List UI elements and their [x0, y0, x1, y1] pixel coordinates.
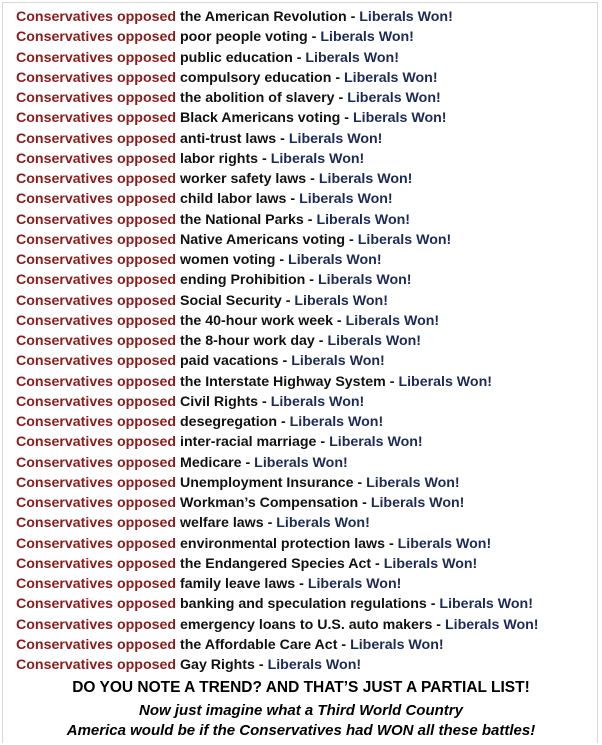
separator-dash: - — [285, 292, 291, 309]
policy-text: the Affordable Care Act — [180, 636, 338, 653]
subject-text: Conservatives opposed — [16, 9, 177, 25]
policy-text: environmental protection laws — [180, 535, 385, 552]
separator-dash: - — [375, 555, 380, 572]
separator-dash: - — [309, 272, 315, 289]
list-item — [16, 655, 539, 675]
list-item — [16, 270, 539, 290]
policy-text: welfare laws — [180, 515, 264, 532]
subject-text: Conservatives opposed — [16, 535, 177, 552]
list-item — [16, 574, 539, 594]
separator-dash: - — [350, 9, 356, 25]
outcome-text: Liberals Won! — [254, 454, 348, 471]
outcome-text: Liberals Won! — [398, 373, 492, 390]
list-item — [16, 88, 539, 108]
list-item — [16, 412, 539, 432]
separator-dash: - — [338, 90, 344, 106]
outcome-text: Liberals Won! — [320, 29, 414, 46]
policy-text: labor rights — [180, 150, 259, 167]
subject-text: Conservatives opposed — [16, 616, 177, 633]
outcome-text: Liberals Won! — [344, 69, 438, 86]
subject-text: Conservatives opposed — [16, 636, 177, 653]
policy-text: Black Americans voting — [180, 110, 341, 127]
subject-text: Conservatives opposed — [16, 211, 177, 228]
list-item — [16, 534, 539, 554]
subject-text: Conservatives opposed — [16, 393, 177, 410]
policy-text: Social Security — [180, 292, 282, 309]
outcome-text: Liberals Won! — [276, 515, 370, 532]
subject-text: Conservatives opposed — [16, 272, 177, 289]
list-item — [16, 554, 539, 574]
outcome-text: Liberals Won! — [291, 353, 385, 370]
outcome-text: Liberals Won! — [329, 434, 423, 451]
outcome-text: Liberals Won! — [352, 110, 447, 127]
separator-dash: - — [282, 353, 288, 370]
policy-text: worker safety laws — [180, 171, 307, 187]
separator-dash: - — [310, 171, 315, 187]
policy-text: banking and speculation regulations — [180, 596, 427, 613]
outcome-text: Liberals Won! — [345, 312, 440, 329]
outcome-text: Liberals Won! — [307, 576, 402, 592]
outcome-text: Liberals Won! — [267, 657, 362, 673]
subject-text: Conservatives opposed — [16, 231, 177, 248]
outcome-text: Liberals Won! — [289, 414, 384, 430]
policy-text: paid vacations — [180, 353, 279, 370]
policy-text: the Interstate Highway System — [180, 373, 386, 390]
list-item — [16, 594, 539, 614]
outcome-text: Liberals Won! — [270, 393, 365, 410]
separator-dash: - — [296, 49, 302, 66]
separator-dash: - — [320, 434, 326, 451]
policy-text: Native Americans voting — [180, 231, 346, 248]
outcome-text: Liberals Won! — [288, 130, 383, 147]
subject-text: Conservatives opposed — [16, 657, 177, 673]
outcome-text: Liberals Won! — [270, 150, 365, 167]
policy-text: Workman’s Compensation — [180, 495, 359, 511]
separator-dash: - — [389, 373, 395, 390]
outcome-text: Liberals Won! — [317, 272, 412, 289]
policy-text: family leave laws — [180, 576, 296, 592]
outcome-text: Liberals Won! — [350, 636, 444, 653]
subject-text: Conservatives opposed — [16, 90, 177, 106]
separator-dash: - — [290, 191, 296, 208]
list-item — [16, 392, 539, 412]
policy-text: the American Revolution — [180, 9, 347, 25]
list-item — [16, 169, 539, 189]
outcome-text: Liberals Won! — [305, 49, 399, 66]
outcome-text: Liberals Won! — [294, 292, 388, 309]
subject-text: Conservatives opposed — [16, 414, 177, 430]
outcome-text: Liberals Won! — [318, 171, 413, 187]
policy-text: Civil Rights — [180, 393, 259, 410]
policy-text: women voting — [180, 252, 276, 268]
separator-dash: - — [362, 495, 367, 511]
opposition-list — [16, 7, 539, 675]
list-item — [16, 230, 539, 250]
subject-text: Conservatives opposed — [16, 333, 177, 349]
list-item — [16, 27, 539, 47]
policy-text: anti-trust laws — [180, 130, 277, 147]
subject-text: Conservatives opposed — [16, 555, 177, 572]
policy-text: the National Parks — [180, 211, 304, 228]
footer-line-3: America would be if the Conservatives had WON all these battles! — [66, 722, 536, 739]
outcome-text: Liberals Won! — [366, 474, 460, 491]
list-item — [16, 372, 539, 392]
subject-text: Conservatives opposed — [16, 110, 177, 127]
subject-text: Conservatives opposed — [16, 292, 177, 309]
separator-dash: - — [279, 252, 285, 268]
outcome-text: Liberals Won! — [316, 211, 410, 228]
separator-dash: - — [307, 211, 313, 228]
outcome-text: Liberals Won! — [359, 9, 453, 25]
list-item — [16, 493, 539, 513]
policy-text: emergency loans to U.S. auto makers — [180, 616, 433, 633]
separator-dash: - — [280, 414, 286, 430]
separator-dash: - — [336, 312, 342, 329]
subject-text: Conservatives opposed — [16, 495, 177, 511]
footer-line-2: Now just imagine what a Third World Country — [139, 702, 463, 719]
subject-text: Conservatives opposed — [16, 150, 177, 167]
list-item — [16, 351, 539, 371]
subject-text: Conservatives opposed — [16, 29, 177, 46]
list-item — [16, 129, 539, 149]
subject-text: Conservatives opposed — [16, 454, 177, 471]
separator-dash: - — [349, 231, 354, 248]
list-item — [16, 250, 539, 270]
subject-text: Conservatives opposed — [16, 252, 177, 268]
list-item — [16, 473, 539, 493]
outcome-text: Liberals Won! — [327, 333, 422, 349]
separator-dash: - — [258, 657, 264, 673]
separator-dash: - — [299, 576, 304, 592]
separator-dash: - — [245, 454, 251, 471]
list-item — [16, 189, 539, 209]
subject-text: Conservatives opposed — [16, 596, 177, 613]
subject-text: Conservatives opposed — [16, 130, 177, 147]
list-item — [16, 311, 539, 331]
subject-text: Conservatives opposed — [16, 49, 177, 66]
separator-dash: - — [335, 69, 341, 86]
outcome-text: Liberals Won! — [347, 90, 441, 106]
footer-headline: DO YOU NOTE A TREND? AND THAT’S JUST A PARTIAL LIST! — [72, 679, 530, 696]
list-item — [16, 7, 539, 27]
outcome-text: Liberals Won! — [288, 252, 382, 268]
outcome-text: Liberals Won! — [299, 191, 393, 208]
separator-dash: - — [430, 596, 436, 613]
policy-text: desegregation — [180, 414, 277, 430]
subject-text: Conservatives opposed — [16, 312, 177, 329]
subject-text: Conservatives opposed — [16, 191, 177, 208]
outcome-text: Liberals Won! — [439, 596, 533, 613]
list-item — [16, 635, 539, 655]
subject-text: Conservatives opposed — [16, 474, 177, 491]
list-item — [16, 108, 539, 128]
list-item — [16, 68, 539, 88]
separator-dash: - — [344, 110, 350, 127]
policy-text: the Endangered Species Act — [180, 555, 372, 572]
outcome-text: Liberals Won! — [370, 495, 465, 511]
outcome-text: Liberals Won! — [383, 555, 478, 572]
subject-text: Conservatives opposed — [16, 353, 177, 370]
outcome-text: Liberals Won! — [444, 616, 539, 633]
list-item — [16, 453, 539, 473]
policy-text: Unemployment Insurance — [180, 474, 354, 491]
separator-dash: - — [341, 636, 347, 653]
policy-text: the abolition of slavery — [180, 90, 335, 106]
policy-text: the 40-hour work week — [180, 312, 333, 329]
policy-text: Gay Rights — [180, 657, 255, 673]
separator-dash: - — [267, 515, 273, 532]
subject-text: Conservatives opposed — [16, 171, 177, 187]
list-item — [16, 149, 539, 169]
list-item — [16, 513, 539, 533]
policy-text: ending Prohibition — [180, 272, 306, 289]
list-item — [16, 432, 539, 452]
list-item — [16, 48, 539, 68]
subject-text: Conservatives opposed — [16, 69, 177, 86]
policy-text: child labor laws — [180, 191, 287, 208]
policy-text: the 8-hour work day — [180, 333, 315, 349]
policy-text: public education — [180, 49, 293, 66]
list-item — [16, 291, 539, 311]
separator-dash: - — [311, 29, 317, 46]
policy-text: inter-racial marriage — [180, 434, 317, 451]
separator-dash: - — [318, 333, 324, 349]
policy-text: poor people voting — [180, 29, 308, 46]
subject-text: Conservatives opposed — [16, 434, 177, 451]
list-item — [16, 210, 539, 230]
separator-dash: - — [357, 474, 363, 491]
separator-dash: - — [262, 393, 267, 410]
subject-text: Conservatives opposed — [16, 515, 177, 532]
list-item — [16, 331, 539, 351]
separator-dash: - — [436, 616, 442, 633]
list-item — [16, 615, 539, 635]
separator-dash: - — [388, 535, 394, 552]
policy-text: compulsory education — [180, 69, 332, 86]
policy-text: Medicare — [180, 454, 242, 471]
subject-text: Conservatives opposed — [16, 373, 177, 390]
separator-dash: - — [280, 130, 285, 147]
outcome-text: Liberals Won! — [397, 535, 492, 552]
subject-text: Conservatives opposed — [16, 576, 177, 592]
outcome-text: Liberals Won! — [357, 231, 452, 248]
separator-dash: - — [262, 150, 267, 167]
